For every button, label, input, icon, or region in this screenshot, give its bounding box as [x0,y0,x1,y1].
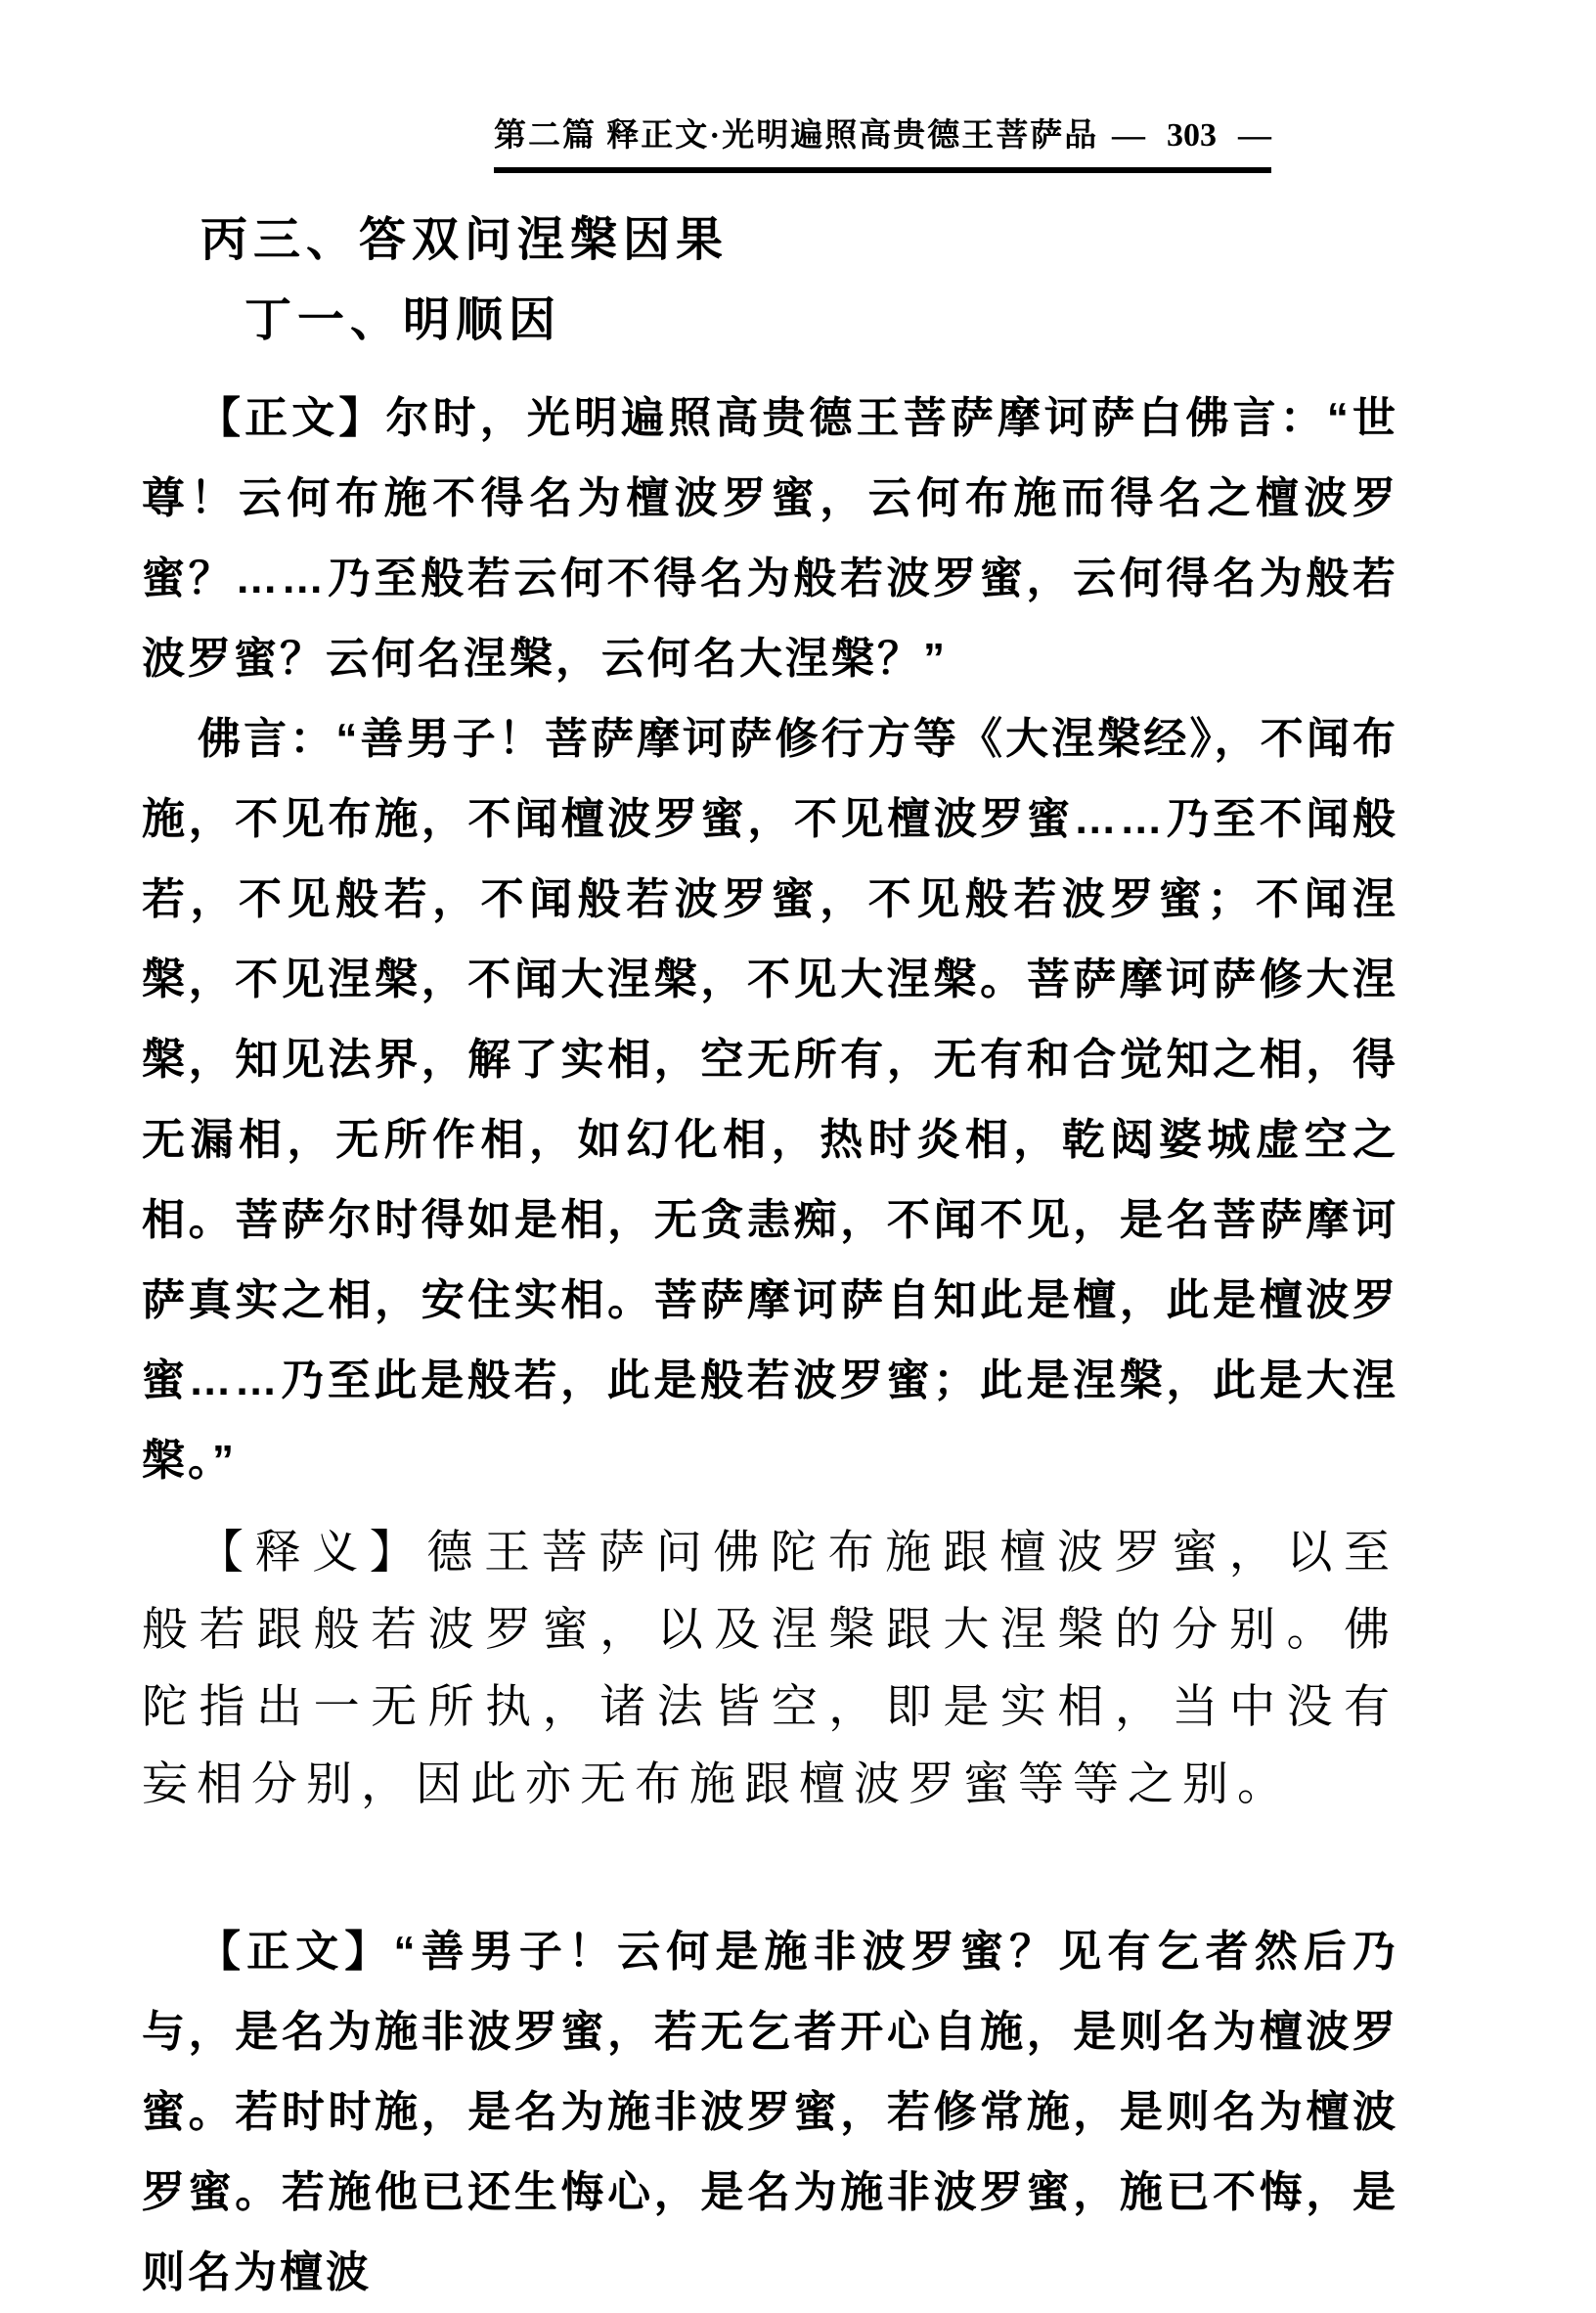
page-number: 303 [1167,117,1217,154]
running-header [494,110,1271,173]
scripture-paragraph-1: 【正文】尔时，光明遍照高贵德王菩萨摩诃萨白佛言：“世尊！云何布施不得名为檀波罗蜜，云何布施而得名之檀波罗蜜？……乃至般若云何不得名为般若波罗蜜，云何得名为般若波罗蜜？云何名涅槃，云何名大涅槃？” [142,394,1398,683]
section-heading: 丙三、答双问涅槃因果 [200,214,730,266]
chapter-title: 第二篇 释正文·光明遍照高贵德王菩萨品 [494,118,1099,154]
page-number-group [1112,117,1271,155]
scripture-paragraph-3: 【正文】“善男子！云何是施非波罗蜜？见有乞者然后乃与，是名为施非波罗蜜，若无乞者开心自施，是则名为檀波罗蜜。若时时施，是名为施非波罗蜜，若修常施，是则名为檀波罗蜜。若施他已还生悔心，是名为施非波罗蜜，施已不悔，是则名为檀波 [142,1928,1398,2296]
page-number-dash-left: — [1112,117,1145,154]
scripture-paragraph-2: 佛言：“善男子！菩萨摩诃萨修行方等《大涅槃经》，不闻布施，不见布施，不闻檀波罗蜜，不见檀波罗蜜……乃至不闻般若，不见般若，不闻般若波罗蜜，不见般若波罗蜜；不闻涅槃，不见涅槃，不闻大涅槃，不见大涅槃。菩萨摩诃萨修大涅槃，知见法界，解了实相，空无所有，无有和合觉知之相，得无漏相，无所作相，如幻化相，热时炎相，乾闼婆城虚空之相。菩萨尔时得如是相，无贪恚痴，不闻不见，是名菩萨摩诃萨真实之相，安住实相。菩萨摩诃萨自知此是檀，此是檀波罗蜜……乃至此是般若，此是般若波罗蜜；此是涅槃，此是大涅槃。” [142,715,1398,1485]
subsection-heading: 丁一、明顺因 [244,294,562,346]
page-content [142,210,1398,2313]
commentary-paragraph: 【释义】德王菩萨问佛陀布施跟檀波罗蜜，以至般若跟般若波罗蜜，以及涅槃跟大涅槃的分别。佛陀指出一无所执，诸法皆空，即是实相，当中没有妄相分别，因此亦无布施跟檀波罗蜜等等之别。 [142,1528,1398,1810]
running-header-line [494,110,1271,156]
header-divider-rule [494,167,1271,173]
page-number-dash-right: — [1238,117,1271,154]
